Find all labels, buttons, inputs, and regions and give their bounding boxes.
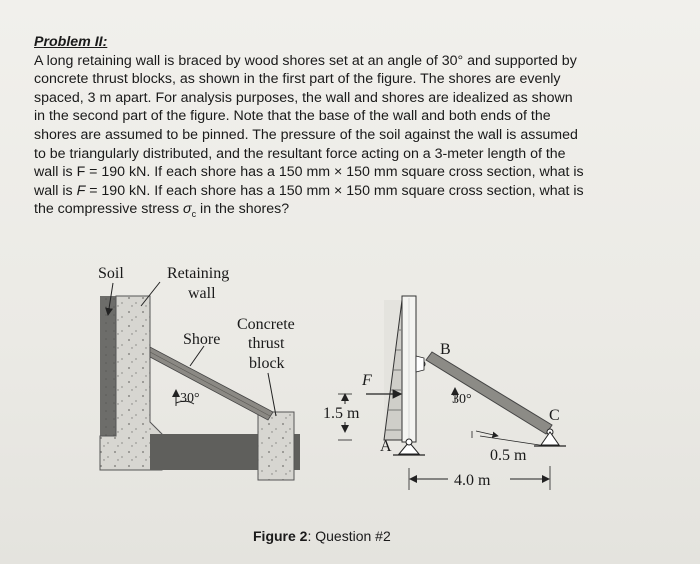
block-label: block (249, 355, 285, 372)
point-c-label: C (549, 407, 560, 424)
shore-member (426, 352, 552, 434)
thrust-label: thrust (248, 335, 285, 352)
pin-support-c (541, 432, 559, 445)
retaining-wall-label-2: wall (188, 285, 216, 302)
soil-mass (100, 296, 116, 436)
retaining-wall-label-1: Retaining (167, 265, 230, 282)
problem-line: spaced, 3 m apart. For analysis purposes, the wall and shores are idealized as shown (34, 89, 573, 106)
problem-line: wall is F = 190 kN. If each shore has a 150 mm × 150 mm square cross section, what is (34, 182, 584, 199)
physical-sketch (98, 265, 300, 480)
shore-label: Shore (183, 331, 221, 348)
angle-label-right: 30° (452, 392, 472, 407)
concrete-label: Concrete (237, 316, 295, 333)
force-label: F (362, 372, 372, 389)
dim-0-5m: 0.5 m (490, 447, 527, 464)
problem-line: to be triangularly distributed, and the resultant force acting on a 3-meter length of the (34, 145, 566, 162)
dim-4-0m: 4.0 m (454, 472, 491, 489)
point-a-label: A (380, 438, 392, 455)
shore-leader (190, 346, 204, 366)
angle-label-left: 30° (180, 391, 200, 406)
problem-line: concrete thrust blocks, as shown in the first part of the figure. The shores are evenly (34, 71, 561, 88)
idealized-model (323, 296, 566, 490)
problem-line: in the second part of the figure. Note that the base of the wall and both ends of the (34, 108, 551, 125)
problem-line: wall is F = 190 kN. If each shore has a 150 mm × 150 mm square cross section, what is (34, 164, 584, 181)
problem-line: A long retaining wall is braced by wood shores set at an angle of 30° and supported by (34, 52, 577, 69)
problem-line: the compressive stress $\sigma_c$ in the shores? (34, 201, 290, 220)
concrete-thrust-block (258, 412, 294, 480)
problem-line: shores are assumed to be pinned. The pressure of the soil against the wall is assumed (34, 126, 578, 143)
soil-label: Soil (98, 265, 124, 282)
dim-1-5m: 1.5 m (323, 405, 360, 422)
point-b-label: B (440, 341, 451, 358)
figure-caption: Figure 2: Question #2 (253, 528, 391, 544)
problem-heading: Problem II: (34, 34, 108, 50)
